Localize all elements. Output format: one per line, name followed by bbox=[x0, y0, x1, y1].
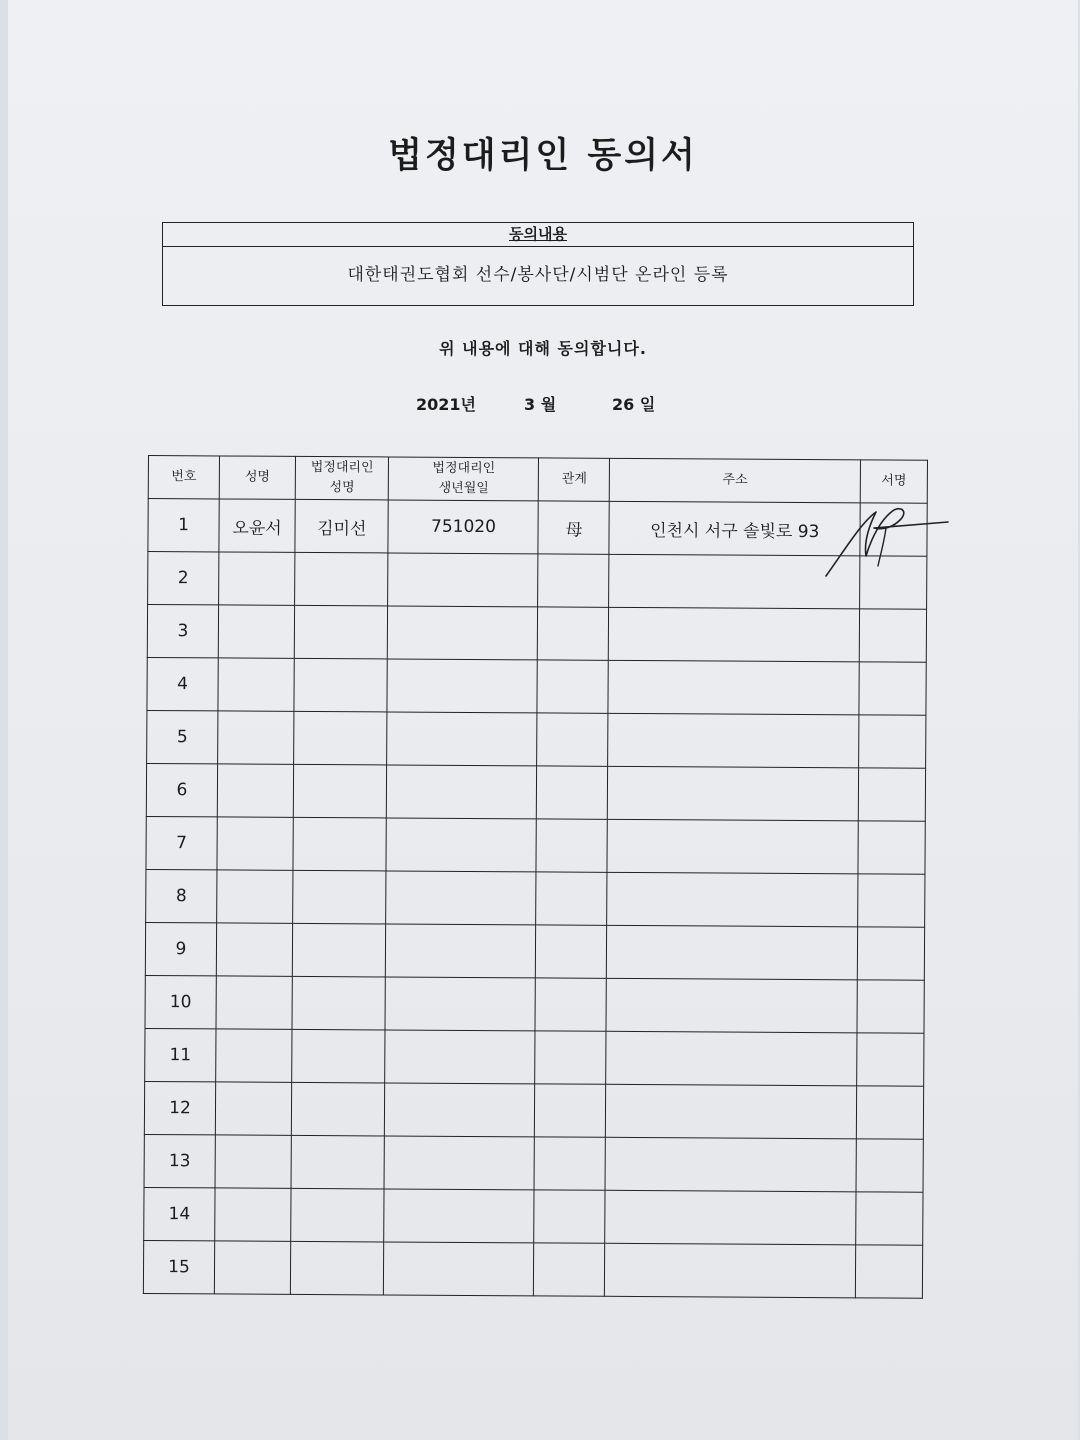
cell-guardian-birth bbox=[387, 712, 537, 766]
cell-signature bbox=[856, 1086, 923, 1139]
cell-guardian-birth: 751020 bbox=[388, 500, 538, 554]
cell-no: 7 bbox=[146, 816, 217, 869]
cell-address bbox=[608, 766, 859, 821]
cell-signature bbox=[859, 662, 926, 715]
cell-address bbox=[605, 1190, 856, 1245]
table-row bbox=[147, 710, 926, 768]
cell-signature bbox=[858, 874, 925, 927]
cell-guardian-birth bbox=[384, 1242, 534, 1296]
table-row bbox=[144, 1187, 923, 1245]
cell-guardian-name bbox=[290, 1241, 384, 1295]
table-row bbox=[146, 763, 925, 821]
cell-relation bbox=[538, 607, 609, 660]
cell-name bbox=[218, 711, 294, 764]
cell-guardian-name bbox=[293, 817, 387, 871]
header-relation: 관계 bbox=[539, 458, 610, 501]
cell-address bbox=[608, 660, 859, 715]
table-row bbox=[146, 816, 925, 874]
table-row bbox=[148, 552, 927, 610]
cell-signature bbox=[856, 1192, 923, 1245]
cell-name: 오윤서 bbox=[219, 499, 295, 552]
header-guardian-birth bbox=[389, 457, 539, 501]
cell-guardian-birth bbox=[387, 765, 537, 819]
table-row bbox=[144, 1081, 923, 1139]
cell-relation bbox=[534, 1190, 605, 1243]
header-no: 번호 bbox=[148, 456, 219, 499]
cell-relation bbox=[535, 1137, 606, 1190]
cell-address bbox=[605, 1243, 856, 1298]
cell-relation bbox=[535, 1031, 606, 1084]
date-day: 26 일 bbox=[612, 395, 656, 414]
cell-guardian-name bbox=[294, 711, 388, 765]
cell-signature bbox=[858, 768, 925, 821]
cell-guardian-name bbox=[292, 1029, 386, 1083]
header-guardian-name-line1: 법정대리인 bbox=[310, 459, 374, 476]
cell-relation bbox=[537, 713, 608, 766]
cell-name bbox=[219, 552, 295, 605]
table-row bbox=[147, 605, 926, 663]
cell-name bbox=[217, 764, 293, 817]
handwritten-signature bbox=[816, 498, 956, 588]
cell-guardian-birth bbox=[388, 606, 538, 660]
table-row bbox=[145, 975, 924, 1033]
cell-address bbox=[607, 819, 858, 874]
table-body bbox=[143, 499, 927, 1299]
table-row bbox=[147, 657, 926, 715]
cell-guardian-name: 김미선 bbox=[295, 499, 389, 553]
cell-guardian-name bbox=[293, 764, 387, 818]
cell-signature bbox=[859, 715, 926, 768]
cell-no: 9 bbox=[145, 922, 216, 975]
cell-no: 1 bbox=[148, 499, 219, 552]
cell-address bbox=[606, 1137, 857, 1192]
cell-address bbox=[607, 872, 858, 927]
cell-guardian-name bbox=[291, 1135, 385, 1189]
cell-guardian-birth bbox=[388, 553, 538, 607]
header-guardian-name bbox=[295, 456, 389, 500]
header-signature: 서명 bbox=[860, 460, 927, 503]
cell-guardian-birth bbox=[384, 1189, 534, 1243]
table-row bbox=[146, 869, 925, 927]
consent-content-box bbox=[162, 222, 914, 306]
cell-address bbox=[606, 1084, 857, 1139]
cell-relation bbox=[536, 925, 607, 978]
cell-relation bbox=[536, 872, 607, 925]
cell-name bbox=[215, 1188, 291, 1241]
table-row bbox=[148, 499, 927, 557]
cell-guardian-birth bbox=[385, 1030, 535, 1084]
cell-guardian-birth bbox=[385, 977, 535, 1031]
cell-address bbox=[607, 925, 858, 980]
cell-name bbox=[215, 1082, 291, 1135]
cell-guardian-birth bbox=[385, 1083, 535, 1137]
header-guardian-birth-line2: 생년월일 bbox=[438, 480, 489, 497]
document-date bbox=[416, 392, 655, 415]
cell-guardian-name bbox=[292, 976, 386, 1030]
table-row bbox=[144, 1134, 923, 1192]
cell-no: 8 bbox=[146, 869, 217, 922]
cell-guardian-birth bbox=[386, 871, 536, 925]
cell-address bbox=[606, 978, 857, 1033]
cell-signature bbox=[857, 927, 924, 980]
document-page bbox=[8, 0, 1078, 1440]
cell-name bbox=[216, 923, 292, 976]
guardian-consent-table bbox=[143, 455, 928, 1299]
cell-address bbox=[608, 713, 859, 768]
cell-guardian-name bbox=[291, 1082, 385, 1136]
cell-relation bbox=[537, 766, 608, 819]
cell-guardian-name bbox=[293, 870, 387, 924]
cell-address bbox=[606, 1031, 857, 1086]
cell-no: 6 bbox=[146, 763, 217, 816]
cell-no: 12 bbox=[144, 1081, 215, 1134]
cell-relation bbox=[537, 660, 608, 713]
cell-relation bbox=[535, 978, 606, 1031]
cell-no: 11 bbox=[145, 1028, 216, 1081]
agreement-statement: 위 내용에 대해 동의합니다. bbox=[439, 339, 647, 358]
cell-name bbox=[214, 1241, 290, 1294]
cell-signature bbox=[857, 980, 924, 1033]
cell-guardian-name bbox=[295, 552, 389, 606]
header-name: 성명 bbox=[219, 456, 295, 499]
cell-no: 2 bbox=[148, 552, 219, 605]
cell-name bbox=[216, 976, 292, 1029]
cell-no: 3 bbox=[147, 605, 218, 658]
table-row bbox=[143, 1240, 922, 1298]
cell-signature bbox=[857, 1033, 924, 1086]
header-address: 주소 bbox=[610, 458, 861, 503]
table-row bbox=[145, 922, 924, 980]
cell-no: 13 bbox=[144, 1134, 215, 1187]
cell-guardian-name bbox=[294, 605, 388, 659]
cell-signature bbox=[856, 1139, 923, 1192]
date-year: 2021년 bbox=[416, 395, 476, 414]
cell-address bbox=[609, 607, 860, 662]
cell-name bbox=[218, 605, 294, 658]
consent-content-header: 동의내용 bbox=[163, 223, 913, 247]
cell-guardian-birth bbox=[386, 818, 536, 872]
cell-name bbox=[215, 1135, 291, 1188]
consent-content-body: 대한태권도협회 선수/봉사단/시범단 온라인 등록 bbox=[347, 265, 729, 285]
cell-address: 인천시 서구 솔빛로 93 bbox=[609, 501, 860, 556]
cell-name bbox=[217, 817, 293, 870]
cell-guardian-name bbox=[294, 658, 388, 712]
header-guardian-birth-line1: 법정대리인 bbox=[432, 460, 496, 477]
cell-name bbox=[216, 1029, 292, 1082]
cell-signature bbox=[855, 1245, 922, 1298]
cell-no: 15 bbox=[143, 1240, 214, 1293]
document-title: 법정대리인 동의서 bbox=[388, 136, 698, 176]
cell-guardian-name bbox=[291, 1188, 385, 1242]
cell-guardian-birth bbox=[384, 1136, 534, 1190]
cell-no: 10 bbox=[145, 975, 216, 1028]
date-month: 3 월 bbox=[524, 395, 557, 414]
cell-name bbox=[218, 658, 294, 711]
cell-no: 14 bbox=[144, 1187, 215, 1240]
cell-name bbox=[217, 870, 293, 923]
cell-guardian-birth bbox=[386, 924, 536, 978]
cell-guardian-birth bbox=[387, 659, 537, 713]
cell-relation bbox=[534, 1243, 605, 1296]
table-row bbox=[145, 1028, 924, 1086]
cell-no: 4 bbox=[147, 657, 218, 710]
cell-no: 5 bbox=[147, 710, 218, 763]
cell-signature bbox=[859, 609, 926, 662]
cell-relation bbox=[538, 554, 609, 607]
cell-relation bbox=[535, 1084, 606, 1137]
cell-guardian-name bbox=[292, 923, 386, 977]
header-guardian-name-line2: 성명 bbox=[329, 480, 355, 496]
cell-signature bbox=[858, 821, 925, 874]
cell-relation: 母 bbox=[538, 501, 609, 554]
table-header-row bbox=[148, 456, 927, 504]
cell-relation bbox=[536, 819, 607, 872]
